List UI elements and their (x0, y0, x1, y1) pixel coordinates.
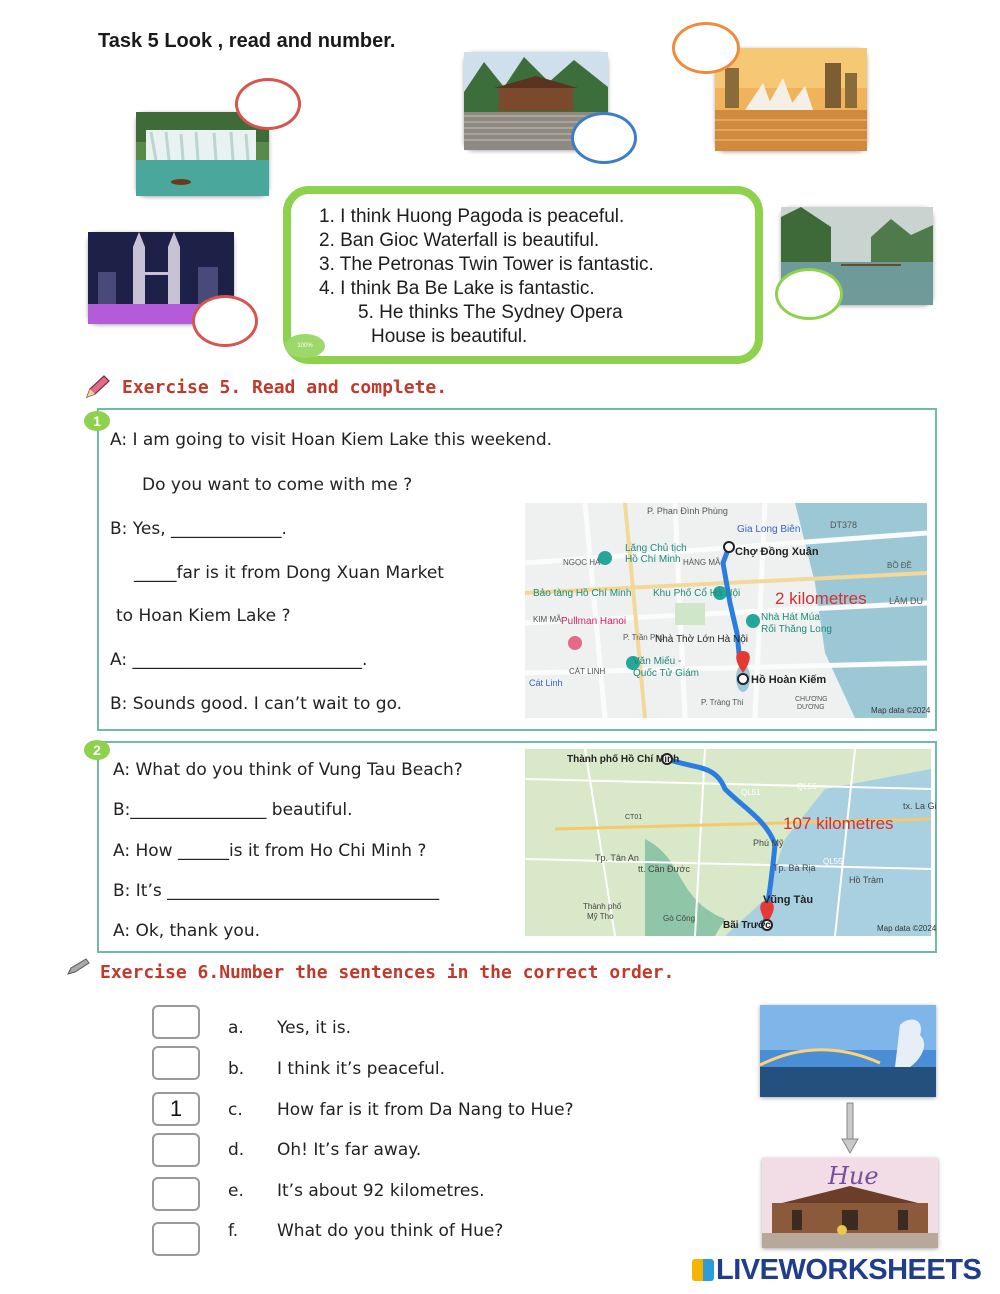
map1-copyright: Map data ©2024 (871, 706, 931, 715)
order-sentence-e: It’s about 92 kilometres. (277, 1181, 485, 1201)
order-sentence-d: Oh! It’s far away. (277, 1140, 422, 1160)
map2-label-phu-my: Phú Mỹ (753, 838, 784, 848)
map1-label-lang-chu-tich: Lăng Chủ tịch (625, 543, 687, 554)
map2-label-hcm-city: Thành phố Hồ Chí Minh (567, 754, 680, 765)
exercise6-title: Exercise 6.Number the sentences in the correct order. (100, 962, 675, 983)
map2-label-ql51: QL51 (741, 788, 761, 797)
order-letter-f: f. (228, 1221, 239, 1241)
sydney-opera-photo (715, 48, 867, 151)
task5-sentence-1: 1. I think Huong Pagoda is peaceful. (319, 206, 625, 227)
hue-title-text: Hue (828, 1162, 879, 1190)
pencil-icon (66, 958, 92, 978)
map1-label-khu-pho-co: Khu Phố Cổ Hà Nội (653, 588, 741, 599)
dialog2-number-badge: 2 (84, 740, 110, 760)
liveworksheets-logo (692, 1254, 981, 1287)
map1-label-lam-du: LÂM DU (889, 596, 924, 606)
dialog1-line-1: A: I am going to visit Hoan Kiem Lake this weekend. (110, 430, 553, 450)
answer-circle-petronas[interactable] (192, 295, 258, 347)
map1-label-gia-long-bien: Gia Long Biên (737, 524, 801, 535)
map1-label-phan-dinh-phung: P. Phan Đình Phùng (647, 506, 728, 516)
order-letter-d: d. (228, 1140, 245, 1160)
dialog2-line-3[interactable]: A: How ______is it from Ho Chi Minh ? (113, 841, 427, 861)
map1-label-cat-linh-area: CÁT LINH (569, 667, 606, 676)
vung-tau-route-map (525, 749, 937, 936)
map2-label-ql56: QL56 (797, 782, 817, 791)
map2-label-ct01: CT01 (625, 814, 643, 821)
liveworksheets-logo-text: LIVEWORKSHEETS (716, 1254, 982, 1286)
map2-label-la-gi: tx. La Gi (903, 801, 937, 811)
order-letter-e: e. (228, 1181, 244, 1201)
map1-label-chuong: CHƯƠNG (795, 696, 828, 703)
dialog1-line-2: Do you want to come with me ? (142, 475, 413, 495)
hanoi-route-map (525, 503, 931, 718)
order-box-d[interactable] (152, 1133, 200, 1167)
map1-label-nha-hat-mua: Nhà Hát Múa (761, 612, 820, 623)
nature-badge: 100% NATURE (285, 334, 325, 358)
map2-label-can-duoc: tt. Cần Đước (638, 864, 690, 874)
dialog1-line-3[interactable]: B: Yes, _____________. (110, 519, 287, 539)
answer-circle-pagoda[interactable] (571, 112, 637, 164)
map1-label-ho-chi-minh: Hồ Chí Minh (625, 554, 681, 565)
answer-circle-sydney[interactable] (672, 22, 740, 74)
order-box-c[interactable]: 1 (152, 1092, 200, 1126)
map1-label-hang-ma: HÀNG MÃ (683, 558, 721, 567)
answer-circle-ba-be[interactable] (775, 268, 843, 320)
map1-label-roi-thang-long: Rối Thăng Long (761, 624, 832, 635)
answer-circle-waterfall[interactable] (235, 78, 301, 130)
order-letter-c: c. (228, 1100, 243, 1120)
map1-label-quoc-tu-giam: Quốc Tử Giám (633, 668, 699, 679)
map2-distance-label: 107 kilometres (783, 814, 894, 833)
task5-sentence-4: 4. I think Ba Be Lake is fantastic. (319, 278, 595, 299)
liveworksheets-logo-icon (692, 1259, 714, 1281)
dialog2-line-4[interactable]: B: It’s ________________________________ (113, 881, 440, 901)
task5-sentence-box (283, 186, 763, 373)
dialog1-line-4[interactable]: _____far is it from Dong Xuan Market (134, 563, 444, 583)
task5-sentence-2: 2. Ban Gioc Waterfall is beautiful. (319, 230, 600, 251)
map1-label-cat-linh: Cát Linh (529, 678, 563, 688)
map1-label-kim-ma: KIM MÃ (533, 615, 562, 624)
map2-label-my-tho: Mỹ Tho (587, 912, 614, 921)
dialog2-line-2[interactable]: B:________________ beautiful. (113, 800, 353, 820)
map1-label-cho-dong-xuan: Chợ Đồng Xuân (735, 546, 819, 558)
order-box-f[interactable] (152, 1222, 200, 1256)
map2-label-go-cong: Gò Công (663, 914, 696, 923)
order-sentence-b: I think it’s peaceful. (277, 1059, 446, 1079)
map2-label-tan-an: Tp. Tân An (595, 853, 639, 863)
hue-citadel-photo (762, 1158, 938, 1248)
order-sentence-a: Yes, it is. (277, 1018, 352, 1038)
map1-label-duong: DƯƠNG (797, 704, 825, 711)
dragon-bridge-photo (760, 1005, 936, 1097)
map1-label-ngoc-ha: NGỌC HÀ (563, 558, 601, 567)
dialog1-line-6[interactable]: A: ___________________________. (110, 650, 368, 670)
pencil-icon (84, 374, 112, 400)
map2-label-vung-tau: Vũng Tàu (763, 894, 814, 906)
map1-label-ho-hoan-kiem: Hồ Hoàn Kiếm (751, 674, 827, 686)
map1-label-bao-tang-hcm: Bảo tàng Hồ Chí Minh (533, 588, 632, 599)
dialog1-number-badge: 1 (84, 411, 110, 431)
map2-label-ba-ria: Tp. Bà Rịa (773, 863, 816, 873)
map2-label-bai-truoc: Bãi Trước (723, 920, 771, 931)
map1-distance-label: 2 kilometres (775, 589, 867, 608)
map1-label-tran-phu: P. Trần Phú (623, 633, 665, 642)
dialog1-line-7: B: Sounds good. I can’t wait to go. (110, 694, 403, 714)
map1-label-trang-thi: P. Tràng Thi (701, 698, 744, 707)
map1-label-nha-tho-lon: Nhà Thờ Lớn Hà Nội (655, 634, 748, 645)
map2-label-ql55: QL55 (823, 857, 843, 866)
dialog1-line-5: to Hoan Kiem Lake ? (116, 606, 291, 626)
task5-title: Task 5 Look , read and number. (98, 30, 396, 52)
arrow-down-icon (842, 1103, 858, 1155)
task5-sentence-5a: 5. He thinks The Sydney Opera (358, 302, 623, 323)
map2-label-thanh-pho-1: Thành phố (583, 902, 622, 911)
map1-label-pullman: Pullman Hanoi (561, 616, 627, 627)
order-box-e[interactable] (152, 1177, 200, 1211)
order-sentence-c: How far is it from Da Nang to Hue? (277, 1100, 574, 1120)
map1-label-bo-de: BỒ ĐỀ (887, 561, 912, 570)
order-letter-b: b. (228, 1059, 245, 1079)
map2-label-ho-tram: Hồ Tràm (849, 875, 884, 885)
task5-sentence-5b: House is beautiful. (371, 326, 528, 347)
map1-label-van-mieu: Văn Miếu - (633, 656, 682, 667)
task5-sentence-3: 3. The Petronas Twin Tower is fantastic. (319, 254, 654, 275)
map2-copyright: Map data ©2024 (877, 924, 937, 933)
dialog2-line-1: A: What do you think of Vung Tau Beach? (113, 760, 463, 780)
dialog2-line-5: A: Ok, thank you. (113, 921, 261, 941)
exercise5-title: Exercise 5. Read and complete. (122, 377, 448, 398)
order-box-b[interactable] (152, 1046, 200, 1080)
order-sentence-f: What do you think of Hue? (277, 1221, 504, 1241)
map1-label-dt378: DT378 (830, 520, 858, 530)
order-letter-a: a. (228, 1018, 244, 1038)
order-box-a[interactable] (152, 1005, 200, 1039)
